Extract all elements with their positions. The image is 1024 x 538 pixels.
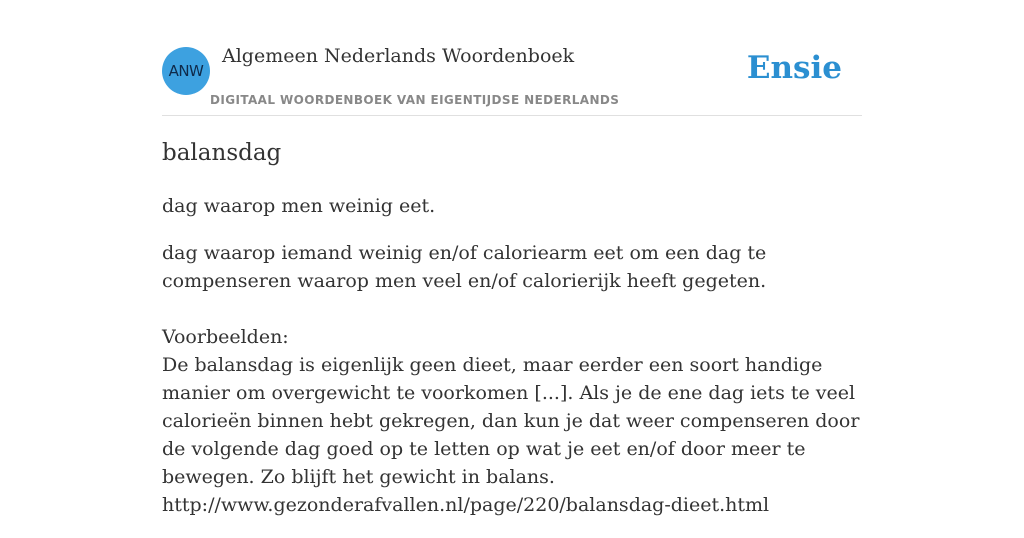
long-definition: dag waarop iemand weinig en/of caloriearm eet om een dag te compenseren waarop men veel en/of calorierijk heeft gegeten.	[162, 242, 767, 292]
entry-content	[162, 192, 862, 538]
example-text: De balansdag is eigenlijk geen dieet, maar eerder een soort handige manier om overgewicht te voorkomen [...]. Als je de ene dag iets te veel calorieën binnen hebt gekregen, dan kun je dat weer compenseren door de volgende dag goed op te letten op wat je eet en/of door meer te bewegen. Zo blijft het gewicht in balans.	[162, 354, 860, 488]
logo-text: ANW	[168, 62, 204, 80]
entry-headword: balansdag	[162, 140, 282, 166]
site-title[interactable]: Algemeen Nederlands Woordenboek	[222, 45, 575, 67]
ensie-brand-logo[interactable]: Ensie	[746, 50, 842, 86]
long-definition-block	[162, 239, 862, 519]
example-source-link[interactable]: http://www.gezonderafvallen.nl/page/220/balansdag-dieet.html	[162, 494, 770, 516]
examples-label: Voorbeelden:	[162, 326, 289, 348]
anw-logo[interactable]	[162, 47, 210, 95]
header-divider	[162, 115, 862, 116]
short-definition: dag waarop men weinig eet.	[162, 195, 436, 217]
site-subtitle: DIGITAAL WOORDENBOEK VAN EIGENTIJDSE NEDERLANDS	[210, 93, 620, 107]
